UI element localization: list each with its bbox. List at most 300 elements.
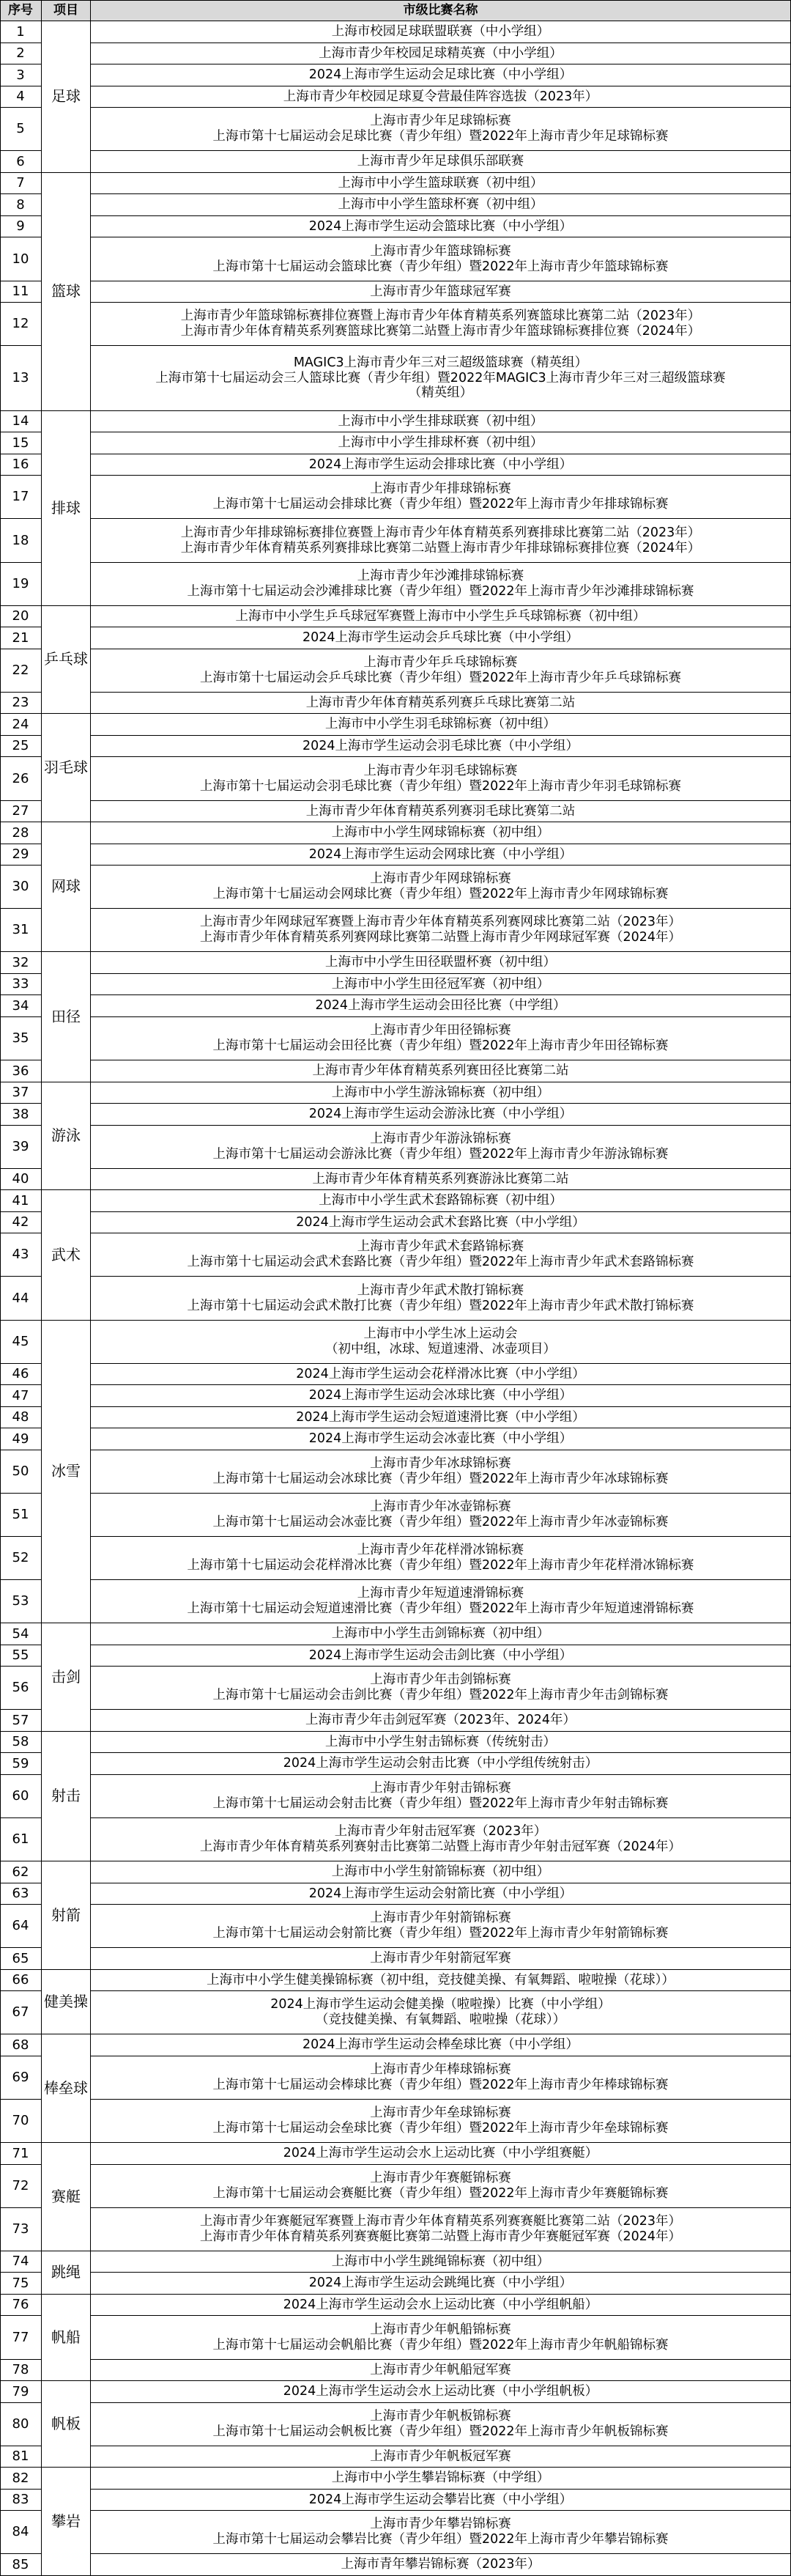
competition-name [91,1082,791,1104]
competition-name [91,2295,791,2316]
project-name: 赛艇 [42,2143,91,2251]
competition-name [91,1775,791,1818]
competition-name-line: 上海市中小学生攀岩锦标赛（中学组） [331,2470,550,2486]
competition-name-line: 2024上海市学生运动会田径比赛（中学组） [315,998,566,1014]
competition-name-line: 上海市第十七届运动会乒乓球比赛（青少年组）暨2022年上海市青少年乒乓球锦标赛 [199,671,682,685]
project-name: 冰雪 [42,1321,91,1623]
row-number: 5 [0,108,42,151]
competition-name-line: 2024上海市学生运动会乒乓球比赛（中小学组） [302,630,579,646]
row-number: 4 [0,86,42,108]
row-number: 38 [0,1104,42,1126]
competition-name-line: 上海市青少年射击冠军赛（2023年） [334,1824,547,1839]
competition-name-line: 上海市青少年赛艇锦标赛 [370,2171,511,2186]
competition-name-line: 上海市第十七届运动会冰壶比赛（青少年组）暨2022年上海市青少年冰壶锦标赛 [212,1515,669,1529]
competition-name-line: 上海市青少年体育精英系列赛田径比赛第二站 [312,1063,569,1079]
row-number: 40 [0,1169,42,1190]
competition-name [91,108,791,151]
row-number: 76 [0,2295,42,2316]
competition-name-line: 上海市青少年射箭冠军赛 [370,1951,511,1966]
competition-name [91,1905,791,1948]
project-name: 击剑 [42,1623,91,1732]
project-name: 健美操 [42,1970,91,2034]
project-name: 足球 [42,21,91,173]
competition-name [91,194,791,216]
header-project: 项目 [42,0,91,21]
competition-name-line: 上海市第十七届运动会冰球比赛（青少年组）暨2022年上海市青少年冰球锦标赛 [212,1472,669,1486]
competition-name [91,346,791,411]
competition-name [91,1948,791,1970]
competition-name-line: 上海市青少年帆板冠军赛 [370,2448,511,2464]
competition-name [91,151,791,173]
competition-name-line: 2024上海市学生运动会跳绳比赛（中小学组） [308,2276,573,2291]
competition-name [91,1537,791,1580]
competition-name [91,1883,791,1905]
row-number: 9 [0,216,42,237]
competition-name-line: 上海市第十七届运动会游泳比赛（青少年组）暨2022年上海市青少年游泳锦标赛 [212,1147,669,1162]
competition-name [91,64,791,86]
competition-name [91,1580,791,1623]
competition-name-line: 上海市中小学生游泳锦标赛（初中组） [331,1085,550,1100]
row-number: 33 [0,974,42,995]
row-number: 49 [0,1428,42,1450]
project-name: 田径 [42,952,91,1082]
row-number: 74 [0,2251,42,2273]
row-number: 65 [0,1948,42,1970]
competition-name [91,1060,791,1082]
competition-name [91,2100,791,2143]
competition-name [91,995,791,1017]
competition-name-line: 上海市青少年花样滑冰锦标赛 [357,1543,524,1558]
project-name: 射箭 [42,1861,91,1970]
competition-name-line: 上海市青少年垒球锦标赛 [370,2106,511,2121]
row-number: 64 [0,1905,42,1948]
competition-name [91,2316,791,2360]
competition-name-line: 上海市第十七届运动会花样滑冰比赛（青少年组）暨2022年上海市青少年花样滑冰锦标赛 [187,1558,694,1573]
competition-name [91,1710,791,1732]
competition-name-line: 2024上海市学生运动会足球比赛（中小学组） [308,67,573,83]
competition-name-line: 上海市第十七届运动会帆船比赛（青少年组）暨2022年上海市青少年帆船锦标赛 [212,2337,669,2352]
row-number: 35 [0,1017,42,1060]
row-number: 32 [0,952,42,974]
row-number: 63 [0,1883,42,1905]
competition-name-line: 2024上海市学生运动会攀岩比赛（中小学组） [308,2492,573,2507]
row-number: 55 [0,1645,42,1667]
competition-name-line: 上海市青少年游泳锦标赛 [370,1132,511,1147]
row-number: 46 [0,1364,42,1385]
competition-name-line: 上海市第十七届运动会赛艇比赛（青少年组）暨2022年上海市青少年赛艇锦标赛 [212,2186,669,2201]
project-name: 跳绳 [42,2251,91,2295]
project-name: 棒垒球 [42,2034,91,2143]
competition-name-line: 上海市青少年帆船锦标赛 [370,2322,511,2337]
row-number: 54 [0,1623,42,1645]
competition-name-line: 上海市青少年武术套路锦标赛 [357,1239,524,1255]
competition-name [91,2251,791,2273]
row-number: 1 [0,21,42,43]
competition-name-line: 上海市中小学生网球锦标赛（初中组） [331,825,550,841]
competition-name [91,2056,791,2100]
row-number: 19 [0,563,42,606]
row-number: 57 [0,1710,42,1732]
competition-name [91,43,791,64]
competition-name [91,281,791,303]
row-number: 25 [0,736,42,757]
competition-name-line: 上海市第十七届运动会击剑比赛（青少年组）暨2022年上海市青少年击剑锦标赛 [212,1688,669,1702]
competition-name [91,693,791,714]
competition-name [91,909,791,952]
row-number: 85 [0,2554,42,2576]
row-number: 47 [0,1385,42,1407]
competition-name [91,1970,791,1991]
row-number: 58 [0,1732,42,1753]
competition-name-line: 上海市中小学生射击锦标赛（传统射击） [325,1734,556,1749]
project-name: 羽毛球 [42,714,91,822]
competition-name-line: 2024上海市学生运动会水上运动比赛（中小学组赛艇） [283,2146,598,2161]
competition-name-line: 上海市第十七届运动会棒球比赛（青少年组）暨2022年上海市青少年棒球锦标赛 [212,2078,669,2092]
row-number: 17 [0,476,42,519]
competition-name [91,237,791,281]
competition-name-line: 2024上海市学生运动会武术套路比赛（中小学组） [296,1214,585,1230]
row-number: 10 [0,237,42,281]
competition-name [91,2468,791,2490]
competition-name [91,649,791,693]
project-name: 乒乓球 [42,606,91,714]
competition-name-line: MAGIC3上海市青少年三对三超级篮球赛（精英组） [293,355,588,371]
row-number: 27 [0,801,42,822]
competition-name-line: 上海市青少年足球俱乐部联赛 [357,154,524,169]
project-name: 射击 [42,1732,91,1861]
competition-name [91,2511,791,2554]
competition-name [91,1818,791,1861]
project-name: 攀岩 [42,2468,91,2576]
competition-name [91,844,791,866]
competition-name-line: 上海市校园足球联盟联赛（中小学组） [331,24,550,40]
competition-name-line: （精英组） [408,385,473,401]
competition-name [91,2143,791,2165]
competition-name-line: 2024上海市学生运动会排球比赛（中小学组） [308,457,573,472]
row-number: 73 [0,2208,42,2251]
row-number: 43 [0,1233,42,1277]
row-number: 60 [0,1775,42,1818]
row-number: 41 [0,1190,42,1212]
competition-name [91,822,791,844]
competition-name-line: 上海市青少年篮球锦标赛排位赛暨上海市青少年体育精英系列赛篮球比赛第二站（2023年） [180,309,701,324]
competition-name [91,21,791,43]
row-number: 50 [0,1450,42,1494]
competition-name [91,1190,791,1212]
row-number: 80 [0,2403,42,2446]
competition-name [91,411,791,432]
competition-name-line: 上海市第十七届运动会武术散打比赛（青少年组）暨2022年上海市青少年武术散打锦标赛 [187,1298,694,1313]
competition-name [91,1991,791,2034]
row-number: 66 [0,1970,42,1991]
competition-name-line: 上海市青年攀岩锦标赛（2023年） [341,2557,541,2572]
competition-name-line: 上海市青少年篮球冠军赛 [370,284,511,299]
row-number: 45 [0,1321,42,1364]
competition-name-line: （初中组，冰球、短道速滑、冰壶项目） [325,1342,556,1357]
row-number: 21 [0,627,42,649]
row-number: 36 [0,1060,42,1082]
competition-name [91,1169,791,1190]
competition-name-line: 上海市青少年冰球锦标赛 [370,1456,511,1472]
competition-name-line: 上海市第十七届运动会网球比赛（青少年组）暨2022年上海市青少年网球锦标赛 [212,887,669,901]
row-number: 16 [0,454,42,476]
competition-name [91,1407,791,1428]
competition-name [91,1104,791,1126]
competition-name [91,2403,791,2446]
competition-name-line: 2024上海市学生运动会射箭比赛（中小学组） [308,1886,573,1901]
competition-name-line: 上海市中小学生排球联赛（初中组） [338,413,543,429]
row-number: 48 [0,1407,42,1428]
competition-name-line: 上海市青少年射击锦标赛 [370,1781,511,1796]
row-number: 42 [0,1212,42,1233]
competition-name-line: 上海市第十七届运动会沙滩排球比赛（青少年组）暨2022年上海市青少年沙滩排球锦标赛 [187,584,694,599]
competition-name [91,974,791,995]
competition-name [91,1428,791,1450]
competition-name-line: 上海市第十七届运动会武术套路比赛（青少年组）暨2022年上海市青少年武术套路锦标赛 [187,1255,694,1269]
competition-name-line: 上海市中小学生羽毛球锦标赛（初中组） [325,717,556,732]
competition-name-line: 上海市青少年帆板锦标赛 [370,2409,511,2424]
project-name: 排球 [42,411,91,606]
competition-name-line: 2024上海市学生运动会水上运动比赛（中小学组帆板） [283,2384,598,2399]
competition-name-line: 上海市青少年体育精英系列赛网球比赛第二站暨上海市青少年网球冠军赛（2024年） [199,930,682,945]
competition-name-line: 2024上海市学生运动会花样滑冰比赛（中小学组） [296,1366,585,1381]
competition-name [91,1364,791,1385]
competition-name [91,757,791,801]
row-number: 24 [0,714,42,736]
competition-name [91,1667,791,1710]
competition-name-line: 上海市青少年田径锦标赛 [370,1023,511,1038]
competition-name [91,2208,791,2251]
competition-name-line: 2024上海市学生运动会游泳比赛（中小学组） [308,1107,573,1122]
competition-name-line: 上海市第十七届运动会帆板比赛（青少年组）暨2022年上海市青少年帆板锦标赛 [212,2424,669,2439]
row-number: 82 [0,2468,42,2490]
row-number: 79 [0,2381,42,2403]
header-number: 序号 [0,0,42,21]
row-number: 56 [0,1667,42,1710]
competition-name-line: 上海市第十七届运动会攀岩比赛（青少年组）暨2022年上海市青少年攀岩锦标赛 [212,2532,669,2547]
row-number: 28 [0,822,42,844]
competition-name [91,1732,791,1753]
row-number: 12 [0,303,42,346]
competition-name-line: 上海市青少年体育精英系列赛羽毛球比赛第二站 [305,803,576,819]
competition-name [91,714,791,736]
competition-name-line: 上海市中小学生冰上运动会 [363,1326,518,1342]
competition-name-line: 上海市青少年网球冠军赛暨上海市青少年体育精英系列赛网球比赛第二站（2023年） [199,915,682,930]
competition-name [91,1233,791,1277]
competition-name-line: 上海市青少年体育精英系列赛篮球比赛第二站暨上海市青少年篮球锦标赛排位赛（2024年） [180,324,701,339]
competition-name-line: 2024上海市学生运动会羽毛球比赛（中小学组） [302,738,579,753]
row-number: 67 [0,1991,42,2034]
row-number: 72 [0,2165,42,2208]
competition-name-line: 上海市中小学生排球杯赛（初中组） [338,435,543,451]
row-number: 83 [0,2490,42,2511]
competition-name-line: 上海市第十七届运动会田径比赛（青少年组）暨2022年上海市青少年田径锦标赛 [212,1038,669,1053]
competition-name-line: 上海市青少年校园足球精英赛（中小学组） [319,45,562,61]
competition-name [91,432,791,454]
competition-name-line: 2024上海市学生运动会棒垒球比赛（中小学组） [302,2037,579,2053]
competition-name-line: 上海市青少年沙滩排球锦标赛 [357,569,524,584]
row-number: 59 [0,1753,42,1775]
competition-name-line: 上海市青少年羽毛球锦标赛 [363,763,518,778]
project-name: 网球 [42,822,91,952]
competition-name-line: 上海市中小学生田径联盟杯赛（初中组） [325,955,556,970]
row-number: 6 [0,151,42,173]
competition-name [91,1645,791,1667]
row-number: 81 [0,2446,42,2468]
competition-name-line: 上海市青少年击剑锦标赛 [370,1672,511,1688]
row-number: 20 [0,606,42,627]
competition-name [91,173,791,194]
competition-name [91,519,791,563]
competition-name-line: 2024上海市学生运动会冰壶比赛（中小学组） [308,1431,573,1447]
project-name: 游泳 [42,1082,91,1190]
competition-name-line: 上海市青少年体育精英系列赛游泳比赛第二站 [312,1171,569,1186]
header-name: 市级比赛名称 [91,0,791,21]
row-number: 23 [0,693,42,714]
row-number: 30 [0,866,42,909]
project-name: 篮球 [42,173,91,411]
row-number: 44 [0,1277,42,1321]
competition-name-line: 2024上海市学生运动会射击比赛（中小学组传统射击） [283,1756,598,1771]
competition-name [91,1623,791,1645]
competition-name-line: 上海市青少年冰壶锦标赛 [370,1499,511,1515]
competition-name-line: 上海市青少年棒球锦标赛 [370,2062,511,2078]
competition-name-line: 上海市第十七届运动会篮球比赛（青少年组）暨2022年上海市青少年篮球锦标赛 [212,259,669,274]
competition-name [91,2034,791,2056]
row-number: 15 [0,432,42,454]
row-number: 52 [0,1537,42,1580]
competition-name [91,303,791,346]
competition-name [91,1753,791,1775]
competition-name [91,1212,791,1233]
competition-name [91,2490,791,2511]
competition-name [91,1385,791,1407]
competition-name [91,2273,791,2295]
competition-name-line: 上海市青少年击剑冠军赛（2023年、2024年） [305,1713,576,1728]
row-number: 26 [0,757,42,801]
row-number: 8 [0,194,42,216]
competition-name [91,563,791,606]
competition-name-line: 上海市青少年排球锦标赛 [370,481,511,497]
competition-name [91,1450,791,1494]
competition-name-line: 2024上海市学生运动会冰球比赛（中小学组） [308,1388,573,1403]
row-number: 7 [0,173,42,194]
competition-name-line: 2024上海市学生运动会水上运动比赛（中小学组帆船） [283,2297,598,2312]
competition-name [91,454,791,476]
competition-name-line: 上海市青少年帆船冠军赛 [370,2362,511,2377]
competition-name-line: 上海市第十七届运动会射箭比赛（青少年组）暨2022年上海市青少年射箭锦标赛 [212,1926,669,1941]
row-number: 11 [0,281,42,303]
competition-name [91,1321,791,1364]
competition-name-line: 上海市青少年体育精英系列赛射击比赛第二站暨上海市青少年射击冠军赛（2024年） [199,1839,682,1854]
competition-name-line: 2024上海市学生运动会篮球比赛（中小学组） [308,218,573,234]
competition-name [91,86,791,108]
competition-name-line: 上海市青少年足球锦标赛 [370,114,511,129]
row-number: 70 [0,2100,42,2143]
competition-name-line: 上海市青少年校园足球夏令营最佳阵容选拔（2023年） [283,89,598,104]
row-number: 53 [0,1580,42,1623]
row-number: 2 [0,43,42,64]
competition-name-line: 上海市第十七届运动会短道速滑比赛（青少年组）暨2022年上海市青少年短道速滑锦标赛 [187,1601,694,1616]
row-number: 29 [0,844,42,866]
competition-name-line: 上海市青少年网球锦标赛 [370,871,511,887]
competition-name [91,476,791,519]
row-number: 71 [0,2143,42,2165]
competition-name [91,2446,791,2468]
competition-name [91,736,791,757]
competition-name-line: 上海市青少年乒乓球锦标赛 [363,655,518,671]
competition-name [91,952,791,974]
competition-name [91,1861,791,1883]
competition-name [91,1126,791,1169]
competition-name-line: 上海市青少年体育精英系列赛乒乓球比赛第二站 [305,695,576,710]
competition-name [91,866,791,909]
competition-name-line: 2024上海市学生运动会网球比赛（中小学组） [308,846,573,862]
competition-name-line: 上海市第十七届运动会羽毛球比赛（青少年组）暨2022年上海市青少年羽毛球锦标赛 [199,778,682,794]
competition-name-line: 上海市中小学生射箭锦标赛（初中组） [331,1864,550,1880]
project-name: 帆板 [42,2381,91,2468]
row-number: 3 [0,64,42,86]
competition-name [91,1017,791,1060]
row-number: 14 [0,411,42,432]
competition-name-line: 上海市青少年篮球锦标赛 [370,243,511,259]
competition-name-line: 上海市第十七届运动会排球比赛（青少年组）暨2022年上海市青少年排球锦标赛 [212,497,669,512]
row-number: 69 [0,2056,42,2100]
competition-name-line: 上海市中小学生篮球杯赛（初中组） [338,197,543,213]
row-number: 84 [0,2511,42,2554]
row-number: 31 [0,909,42,952]
competition-name-line: 上海市青少年体育精英系列赛排球比赛第二站暨上海市青少年排球锦标赛排位赛（2024年） [180,540,701,556]
project-name: 武术 [42,1190,91,1321]
row-number: 13 [0,346,42,411]
row-number: 39 [0,1126,42,1169]
competition-name [91,2360,791,2381]
row-number: 51 [0,1494,42,1537]
competition-name [91,801,791,822]
competition-name-line: （竞技健美操、有氧舞蹈、啦啦操（花球）） [315,2012,566,2027]
row-number: 37 [0,1082,42,1104]
competition-name [91,2165,791,2208]
competition-name [91,1494,791,1537]
row-number: 75 [0,2273,42,2295]
competition-name-line: 2024上海市学生运动会击剑比赛（中小学组） [308,1647,573,1663]
competition-name-line: 上海市中小学生篮球联赛（初中组） [338,175,543,191]
row-number: 77 [0,2316,42,2360]
project-name: 帆船 [42,2295,91,2381]
competition-name-line: 上海市青少年射箭锦标赛 [370,1911,511,1926]
competition-name-line: 上海市青少年赛艇冠军赛暨上海市青少年体育精英系列赛赛艇比赛第二站（2023年） [199,2214,682,2229]
competition-name-line: 2024上海市学生运动会短道速滑比赛（中小学组） [296,1409,585,1425]
competition-name [91,2554,791,2576]
row-number: 34 [0,995,42,1017]
competition-name-line: 上海市中小学生击剑锦标赛（初中组） [331,1626,550,1642]
competition-name-line: 上海市中小学生乒乓球冠军赛暨上海市中小学生乒乓球锦标赛（初中组） [235,608,646,624]
competition-name-line: 上海市中小学生跳绳锦标赛（初中组） [331,2254,550,2269]
competition-name [91,216,791,237]
competition-name-line: 上海市中小学生田径冠军赛（初中组） [331,976,550,992]
competition-name-line: 上海市青少年短道速滑锦标赛 [357,1586,524,1601]
row-number: 62 [0,1861,42,1883]
competition-name-line: 上海市第十七届运动会三人篮球比赛（青少年组）暨2022年MAGIC3上海市青少年三对三超级篮球赛 [155,370,726,385]
row-number: 61 [0,1818,42,1861]
competition-name-line: 上海市第十七届运动会射击比赛（青少年组）暨2022年上海市青少年射击锦标赛 [212,1796,669,1811]
competition-name [91,1277,791,1321]
row-number: 78 [0,2360,42,2381]
competition-name-line: 2024上海市学生运动会健美操（啦啦操）比赛（中小学组） [270,1997,611,2012]
row-number: 18 [0,519,42,563]
competition-name-line: 上海市青少年攀岩锦标赛 [370,2517,511,2532]
row-number: 68 [0,2034,42,2056]
